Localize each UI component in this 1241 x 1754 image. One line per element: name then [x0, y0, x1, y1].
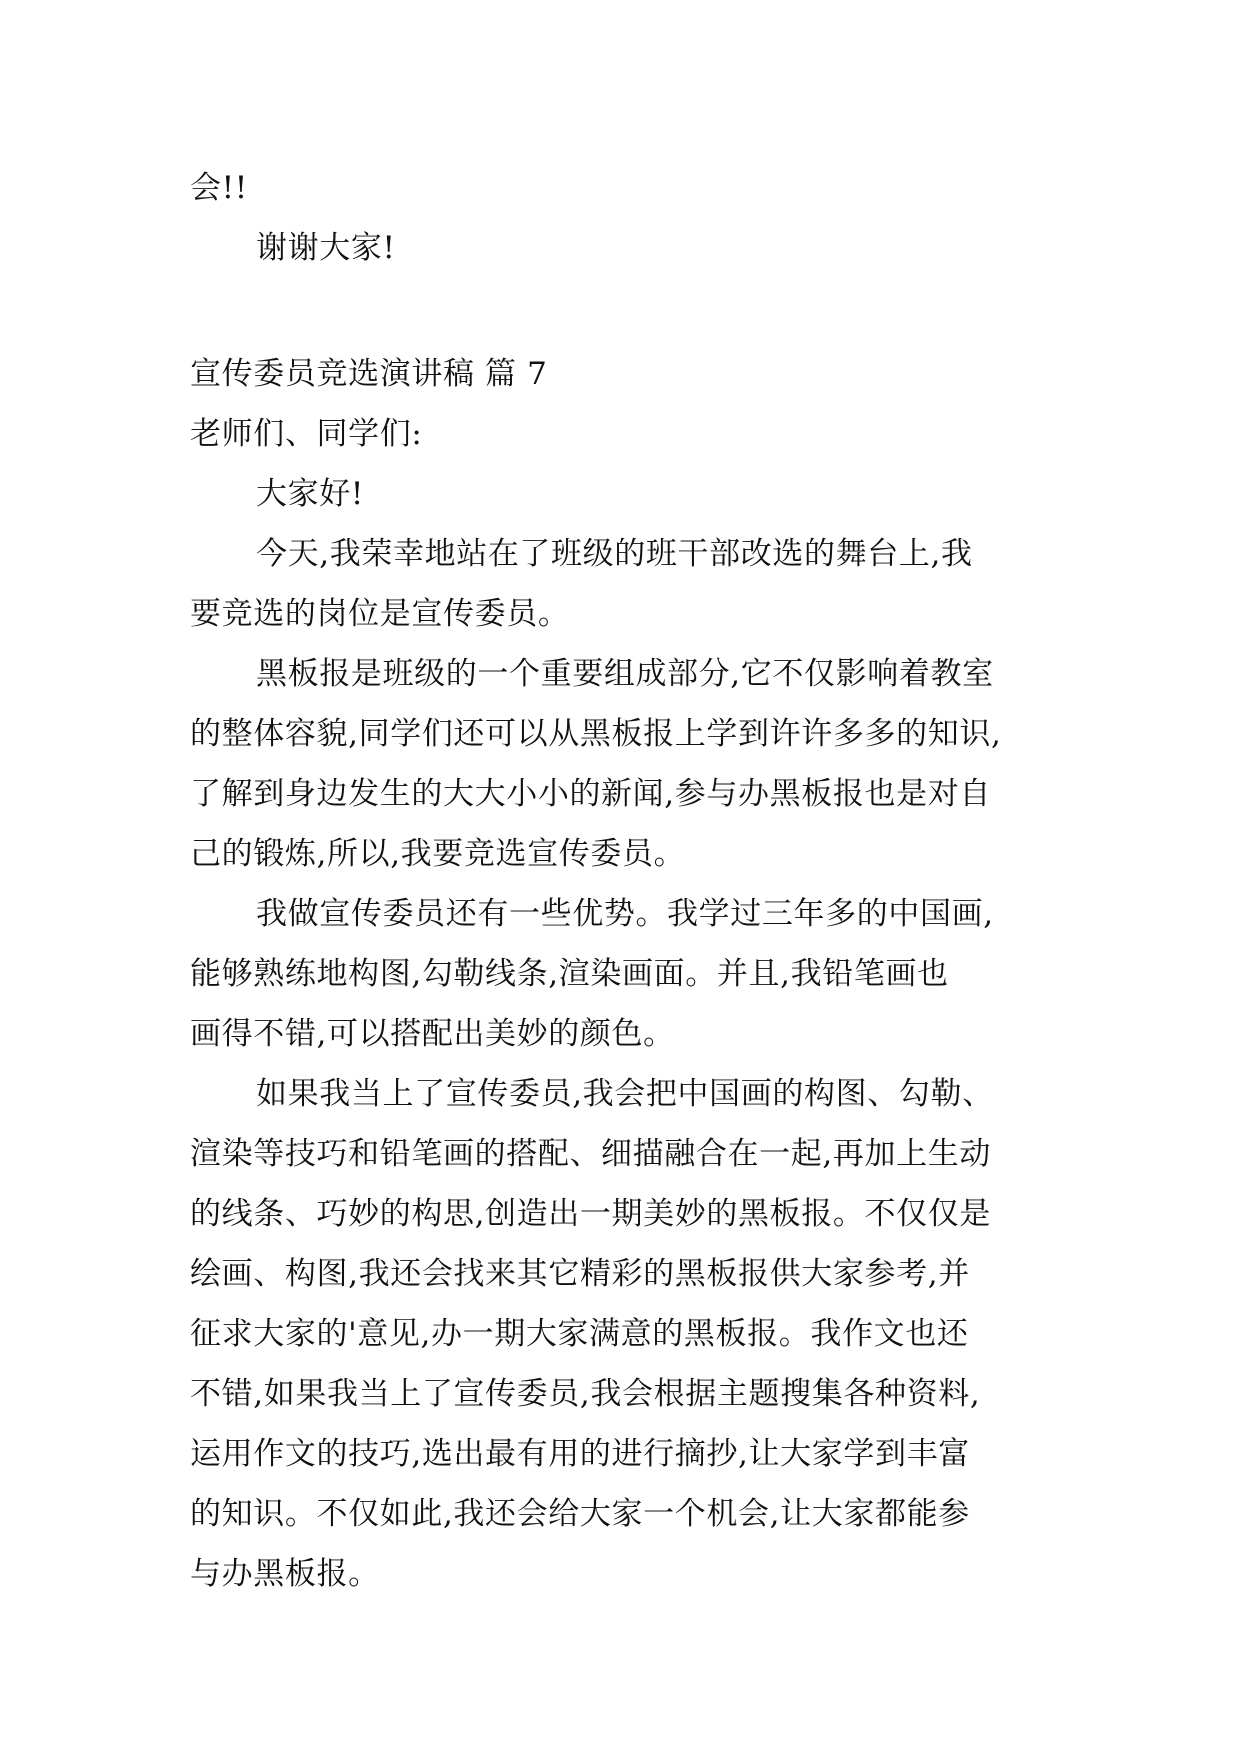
section-title: 宣传委员竞选演讲稿 篇 7 [190, 356, 548, 392]
text-line: 要竞选的岗位是宣传委员。 [190, 596, 570, 632]
section-spacer [190, 278, 1052, 344]
text-line: 老师们、同学们: [190, 416, 423, 452]
text-line: 不错,如果我当上了宣传委员,我会根据主题搜集各种资料, [190, 1376, 981, 1412]
text-line: 渲染等技巧和铅笔画的搭配、细描融合在一起,再加上生动 [190, 1136, 991, 1172]
text-line: 的知识。不仅如此,我还会给大家一个机会,让大家都能参 [190, 1496, 970, 1532]
text-line: 征求大家的'意见,办一期大家满意的黑板报。我作文也还 [190, 1316, 969, 1352]
text-line: 我做宣传委员还有一些优势。我学过三年多的中国画, [256, 896, 994, 932]
text-line: 的线条、巧妙的构思,创造出一期美妙的黑板报。不仅仅是 [190, 1196, 991, 1232]
text-line: 绘画、构图,我还会找来其它精彩的黑板报供大家参考,并 [190, 1256, 970, 1292]
text-line: 今天,我荣幸地站在了班级的班干部改选的舞台上,我 [256, 536, 973, 572]
closing-lines [190, 158, 1052, 278]
text-line: 了解到身边发生的大大小小的新闻,参与办黑板报也是对自 [190, 776, 991, 812]
text-line: 运用作文的技巧,选出最有用的进行摘抄,让大家学到丰富 [190, 1436, 970, 1472]
text-line: 画得不错,可以搭配出美妙的颜色。 [190, 1016, 675, 1052]
text-line: 大家好! [256, 476, 364, 512]
text-line: 己的锻炼,所以,我要竞选宣传委员。 [190, 836, 686, 872]
text-line: 如果我当上了宣传委员,我会把中国画的构图、勾勒、 [256, 1076, 994, 1112]
document-content [190, 158, 1052, 1604]
text-line: 与办黑板报。 [190, 1556, 380, 1592]
speech-body [190, 404, 1052, 1604]
text-line: 的整体容貌,同学们还可以从黑板报上学到许许多多的知识, [190, 716, 1002, 752]
text-line: 能够熟练地构图,勾勒线条,渲染画面。并且,我铅笔画也 [190, 956, 949, 992]
text-line: 会!! [190, 170, 248, 206]
text-line: 谢谢大家! [256, 230, 396, 266]
text-line: 黑板报是班级的一个重要组成部分,它不仅影响着教室 [256, 656, 994, 692]
